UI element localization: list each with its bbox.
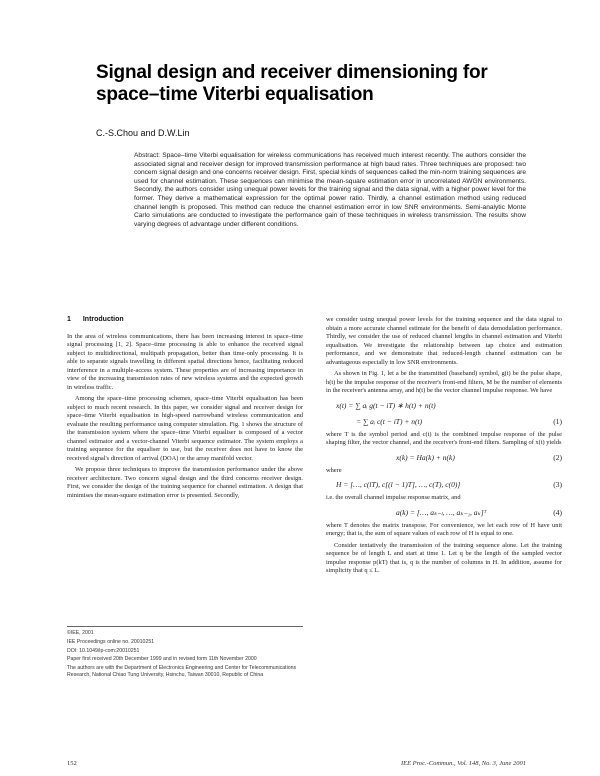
equation-1b (326, 415, 562, 431)
body-paragraph: where T denotes the matrix transpose. For convenience, we let each row of H have unit energy; that is, the sum of square values of each row of H is equal to one. (326, 521, 562, 537)
equation-2 (326, 451, 562, 467)
section-heading (67, 316, 303, 325)
section-title: Introduction (82, 316, 124, 323)
section-number: 1 (67, 316, 71, 323)
paper-title: Signal design and receiver dimensioning for space–time Viterbi equalisation (96, 62, 488, 105)
note-line: DOI: 10.1049/ip-com:20010251 (67, 647, 140, 654)
intro-paragraph: Among the space–time processing schemes, space–time Viterbi equalisation has been subject to much recent research. In this paper, we consider signal and receiver design for space–time Viterbi equalisation in high-speed narrowband wireless communication and evaluate the resulting performance using computer simulation. Fig. 1 shows the structure of the transmission system where the space–time Viterbi equaliser is composed of a vector channel estimator and a vector-channel Viterbi sequence estimator. The system employs a training sequence for the equaliser to use, but the receiver does not have to know the received signal's direction of arrival (DOA) or the array manifold vector. (67, 395, 303, 462)
body-paragraph: As shown in Fig. 1, let a be the transmitted (baseband) symbol, g(t) be the pulse shape, h(t) be the impulse response of the receiver's front-end filters, M be the number of elements in the receiver's antenna array, and h(t) be the vector channel impulse response. We have (326, 370, 562, 394)
equation-number: (3) (553, 480, 562, 489)
where-label: where (326, 466, 342, 474)
page-number: 152 (67, 760, 77, 767)
equation-1a (326, 399, 562, 415)
left-column (67, 316, 303, 503)
intro-paragraph: We propose three techniques to improve the transmission performance under the above receiver architecture. Two concern signal design and the third concerns receiver design. First, we consider the design of the training sequence for channel estimation. A design that minimises the mean-square estimation error is presented. Secondly, (67, 466, 303, 499)
right-column (326, 316, 562, 579)
body-paragraph: Consider tentatively the transmission of the training sequence alone. Let the training sequence be of length L and start at time 1. Let q be the length of the sampled vector impulse response p(kT) that is, q is the number of columns in H. In addition, assume for simplicity that q ≤ L. (326, 541, 562, 574)
note-line: The authors are with the Department of Electronics Engineering and Center for Telecommunications Research, National Chiao Tung University, Hsinchu, Taiwan 30010, Republic of China (67, 665, 297, 678)
authors: C.-S.Chou and D.W.Lin (96, 128, 190, 138)
body-paragraph: where T is the symbol period and c(t) is the combined impulse response of the pulse shaping filter, the vector channel, and the receiver's front-end filters. Sampling of x(t) yields (326, 430, 562, 446)
note-line: Paper first received 20th December 1999 and in revised form 11th November 2000 (67, 656, 257, 663)
journal-citation: IEE Proc.-Commun., Vol. 148, No. 3, June 2001 (400, 760, 526, 767)
body-paragraph: i.e. the overall channel impulse response matrix, and (326, 494, 461, 501)
note-line: ©IEE, 2001 (67, 630, 94, 636)
equation-body: a(k) = […, aₖ₋ₗ, …, aₖ₋₁, aₖ]ᵀ (396, 507, 487, 517)
body-paragraph: we consider using unequal power levels for the training sequence and the data signal to obtain a more accurate channel estimate for the benefit of data demodulation performance. Thirdly, we consider the use of reduced channel lengths in channel estimation and Viterbi equalisation. We investigate the relationship between tap choice and estimation performance, and we demonstrate that reduced-length channel estimation can be advantageous especially in low SNR environments. (326, 316, 562, 366)
equation-number: (2) (553, 452, 562, 462)
equation-number: (4) (553, 507, 562, 517)
intro-paragraph: In the area of wireless communications, there has been increasing interest in space–time signal processing [1, 2]. Space–time processing is able to enhance the received signal subject to multidirectional, multipath propagation, better than time-only processing. It is able to separate signals travelling in different spatial directions hence, facilitating reduced interference in a multiple-access system. These properties are of increasing importance in view of the increasing transmission rates of new wireless systems and the expected growth in wireless traffic. (67, 332, 303, 391)
equation-body: = ∑ aᵢ c(t − iT) + n(t) (356, 416, 423, 426)
abstract: Abstract: Space–time Viterbi equalisation for wireless communications has received much interest recently. The authors consider the associated signal and receiver design for improved transmission performance at high baud rates. Three techniques are proposed: two concern signal design and one concerns receiver design. First, special kinds of sequences called the min-norm training sequences are used for channel estimation. These sequences can minimise the mean-square estimation error in uncorrelated AWGN environments. Secondly, the authors consider using unequal power levels for the training signal and the data signal, with a higher power level for the former. They derive a mathematical expression for the optimal power ratio. Thirdly, a channel estimation method using reduced channel length is proposed. This method can reduce the channel estimation error in low SNR environments. Semi-analytic Monte Carlo simulations are conducted to investigate the performance gain of these techniques in wireless transmission. The results show varying degrees of advantage under different conditions. (134, 152, 526, 228)
equation-number: (1) (553, 416, 562, 426)
equation-body: x(t) = ∑ aᵢ g(t − iT) ∗ h(t) + n(t) (336, 400, 436, 410)
publication-notes (67, 626, 303, 681)
note-line: IEE Proceedings online no. 20010251 (67, 638, 155, 645)
equation-body: H = […, c(lT), c[(l − 1)T], …, c(T), c(0)] (336, 480, 461, 489)
equation-4 (326, 506, 562, 522)
equation-3 (326, 478, 562, 494)
equation-body: x(k) = Ha(k) + n(k) (396, 452, 455, 462)
